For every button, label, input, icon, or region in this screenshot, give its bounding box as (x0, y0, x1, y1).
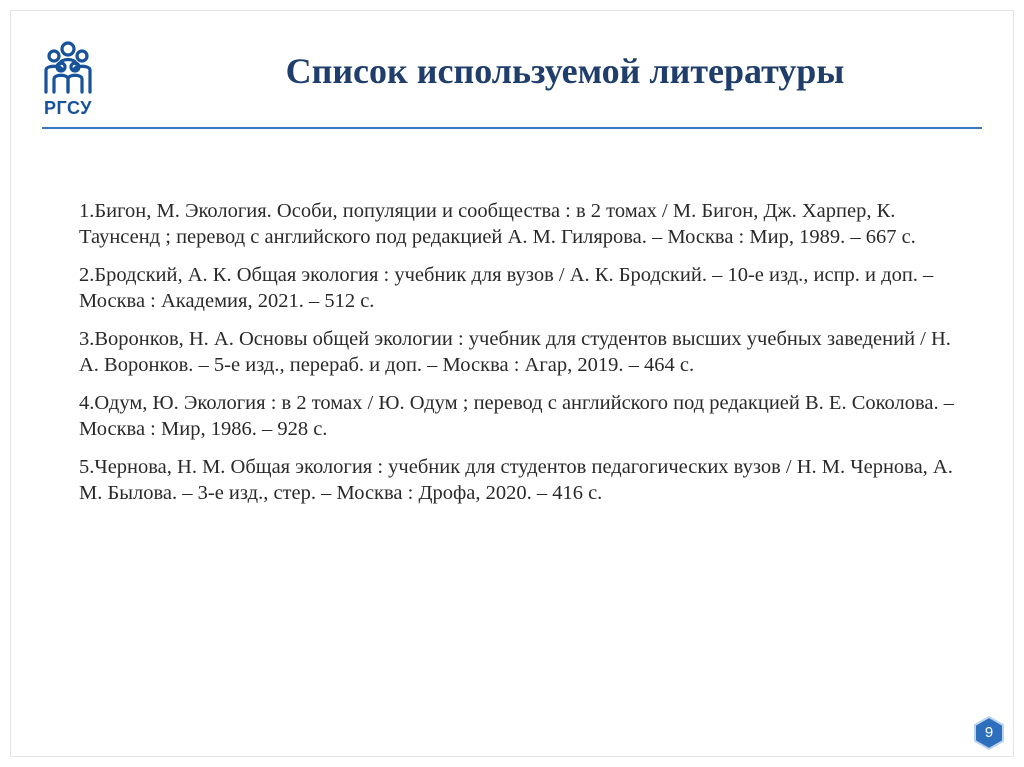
reference-item: 2.Бродский, А. К. Общая экология : учебник для вузов / А. К. Бродский. – 10-е изд., испр. и доп. – Москва : Академия, 2021. – 512 с. (79, 264, 934, 312)
page-number: 9 (984, 724, 994, 741)
logo-text: РГСУ (44, 98, 92, 118)
university-logo (40, 40, 96, 124)
slide-title: Список используемой литературы (285, 51, 845, 91)
reference-list (79, 198, 959, 518)
people-group-icon (40, 40, 96, 96)
reference-item: 3.Воронков, Н. А. Основы общей экологии : учебник для студентов высших учебных заведений / Н. А. Воронков. – 5-е изд., перераб. и доп. – Москва : Агар, 2019. – 464 с. (79, 328, 951, 376)
page-number-badge (971, 715, 1007, 751)
title-divider (42, 127, 982, 129)
reference-item: 5.Чернова, Н. М. Общая экология : учебник для студентов педагогических вузов / Н. М. Чернова, А. М. Былова. – 3-е изд., стер. – Москва : Дрофа, 2020. – 416 с. (79, 456, 953, 504)
reference-item: 1.Бигон, М. Экология. Особи, популяции и сообщества : в 2 томах / М. Бигон, Дж. Харпер, К. Таунсенд ; перевод с английского под редакцией А. М. Гилярова. – Москва : Мир, 1989. – 667 с. (79, 200, 916, 248)
reference-item: 4.Одум, Ю. Экология : в 2 томах / Ю. Одум ; перевод с английского под редакцией В. Е. Соколова. – Москва : Мир, 1986. – 928 с. (79, 392, 955, 440)
